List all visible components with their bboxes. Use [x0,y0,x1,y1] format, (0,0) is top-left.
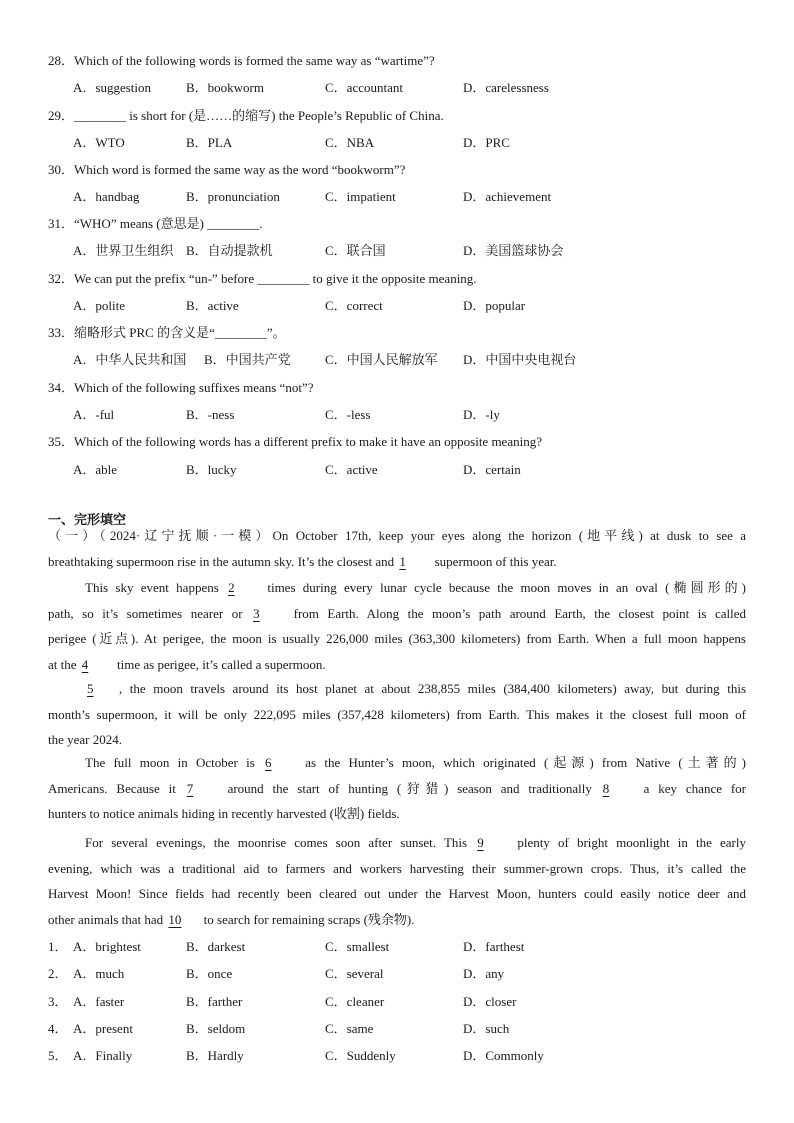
question-30-options [73,186,713,204]
option-d: D．closer [463,994,517,1009]
option-c: C．smallest [325,939,390,954]
section-title: 一、完形填空 [48,512,127,527]
question-35-stem: 35．Which of the following words has a different prefix to make it have an opposite meaning? [48,434,542,449]
blank-2[interactable]: 2 [228,580,235,595]
option-c: C．NBA [325,135,375,150]
passage-line: The full moon in October is 6 as the Hunter’s moon, which originated (起源) from Native (土著的) [48,750,746,776]
answer-row-1 [48,936,748,954]
question-31-stem: 31．“WHO” means (意思是) ________. [48,216,263,231]
option-d: D．farthest [463,939,525,954]
question-30-stem: 30．Which word is formed the same way as the word “bookworm”? [48,162,406,177]
option-b: B．自动提款机 [186,243,273,258]
option-a: A．Finally [73,1048,133,1063]
option-a: A．-ful [73,407,115,422]
blank-3[interactable]: 3 [253,605,260,621]
blank-6[interactable]: 6 [265,755,272,770]
option-a: A．WTO [73,135,125,150]
blank-4[interactable]: 4 [81,656,89,672]
option-d: D．Commonly [463,1048,544,1063]
option-b: B．lucky [186,462,237,477]
question-34-stem: 34．Which of the following suffixes means “not”? [48,380,314,395]
option-c: C．several [325,966,384,981]
option-b: B．PLA [186,135,233,150]
passage-line: 5 , the moon travels around its host planet at about 238,855 miles (384,400 kilometers) away, but during this [48,676,746,702]
option-a: A．中华人民共和国 [73,352,187,367]
option-c: C．Suddenly [325,1048,396,1063]
option-b: B．once [186,966,233,981]
option-b: B．seldom [186,1021,246,1036]
passage-paragraph-4 [48,750,746,827]
option-d: D．certain [463,462,521,477]
option-d: D．any [463,966,505,981]
answer-row-4 [48,1018,748,1036]
option-a: A．faster [73,994,125,1009]
option-d: D．achievement [463,189,552,204]
option-c: C．impatient [325,189,396,204]
question-28-stem: 28．Which of the following words is formed the same way as “wartime”? [48,53,435,68]
answer-row-5 [48,1045,748,1063]
question-34-options [73,404,713,422]
blank-10[interactable]: 10 [168,911,182,927]
option-a: A．much [73,966,125,981]
answer-row-2 [48,963,748,981]
blank-5[interactable]: 5 [87,681,94,696]
option-a: A．brightest [73,939,141,954]
passage-line: For several evenings, the moonrise comes soon after sunset. This 9 plenty of bright moonlight in the early [48,830,746,856]
passage-paragraph-5 [48,830,746,932]
option-b: B．中国共产党 [204,352,291,367]
option-b: B．active [186,298,239,313]
answer-number: 4． [48,1021,68,1036]
passage-line: the year 2024. [48,732,123,748]
option-d: D．carelessness [463,80,549,95]
blank-1[interactable]: 1 [399,553,406,569]
answer-row-3 [48,991,748,1009]
option-b: B．darkest [186,939,246,954]
question-32-options [73,295,713,313]
question-29-options [73,132,713,150]
blank-9[interactable]: 9 [477,835,484,850]
passage-line: month’s supermoon, it will be only 222,095 miles (357,428 kilometers) from Earth. This makes it the closest full moon of [48,706,746,722]
option-a: A．handbag [73,189,140,204]
passage-line: perigee (近点). At perigee, the moon is usually 226,000 miles (363,300 kilometers) from Earth. When a full moon happens [48,631,746,647]
option-d: D．such [463,1021,510,1036]
option-d: D．美国篮球协会 [463,243,564,258]
option-c: C．-less [325,407,371,422]
option-d: D．popular [463,298,526,313]
passage-line: other animals that had 10 to search for remaining scraps (残余物). [48,907,746,933]
passage-line: path, so it’s sometimes nearer or 3 from Earth. Along the moon’s path around Earth, the closest point is called [48,601,746,627]
question-29-stem: 29．________ is short for (是……的缩写) the People’s Republic of China. [48,108,444,123]
answer-number: 5． [48,1048,68,1063]
passage-line: breathtaking supermoon rise in the autumn sky. It’s the closest and 1 supermoon of this year. [48,549,746,575]
passage-line: Harvest Moon! Since fields had recently been cleared out under the Harvest Moon, hunters could easily notice deer and [48,886,746,902]
passage-paragraph-1 [48,523,746,574]
option-c: C．中国人民解放军 [325,352,438,367]
passage-line: hunters to notice animals hiding in recently harvested (收割) fields. [48,806,400,822]
answer-number: 1． [48,939,68,954]
option-c: C．correct [325,298,383,313]
option-c: C．same [325,1021,374,1036]
option-b: B．farther [186,994,243,1009]
question-33-stem: 33．缩略形式 PRC 的含义是“________”。 [48,325,286,340]
question-35-options [73,459,713,477]
answer-number: 2． [48,966,68,981]
option-d: D．-ly [463,407,500,422]
option-a: A．suggestion [73,80,152,95]
passage-paragraph-3 [48,676,746,753]
option-a: A．polite [73,298,125,313]
option-c: C．active [325,462,378,477]
option-b: B．-ness [186,407,235,422]
answer-number: 3． [48,994,68,1009]
passage-line: Americans. Because it 7 around the start of hunting (狩猎) season and traditionally 8 a key chance for [48,776,746,802]
option-d: D．PRC [463,135,510,150]
passage-line: at the 4 time as perigee, it’s called a supermoon. [48,652,746,678]
option-b: B．bookworm [186,80,265,95]
blank-8[interactable]: 8 [602,780,610,796]
blank-7[interactable]: 7 [186,780,194,796]
option-a: A．世界卫生组织 [73,243,174,258]
question-31-options [73,240,713,258]
question-33-options [73,349,713,367]
option-a: A．present [73,1021,133,1036]
option-d: D．中国中央电视台 [463,352,577,367]
option-c: C．cleaner [325,994,385,1009]
passage-line: This sky event happens 2 times during every lunar cycle because the moon moves in an oval (椭圆形的) [48,575,746,601]
passage-line: （一）（2024·辽宁抚顺·一模）On October 17th, keep your eyes along the horizon (地平线) at dusk to see a [48,528,746,543]
option-a: A．able [73,462,118,477]
question-32-stem: 32．We can put the prefix “un-” before ________ to give it the opposite meaning. [48,271,477,286]
option-c: C．accountant [325,80,403,95]
option-b: B．pronunciation [186,189,280,204]
passage-paragraph-2 [48,575,746,677]
passage-line: evening, which was a traditional aid to farmers and workers harvesting their summer-grown crops. Thus, it’s called the [48,860,746,876]
option-b: B．Hardly [186,1048,244,1063]
question-28-options [73,77,713,95]
option-c: C．联合国 [325,243,386,258]
